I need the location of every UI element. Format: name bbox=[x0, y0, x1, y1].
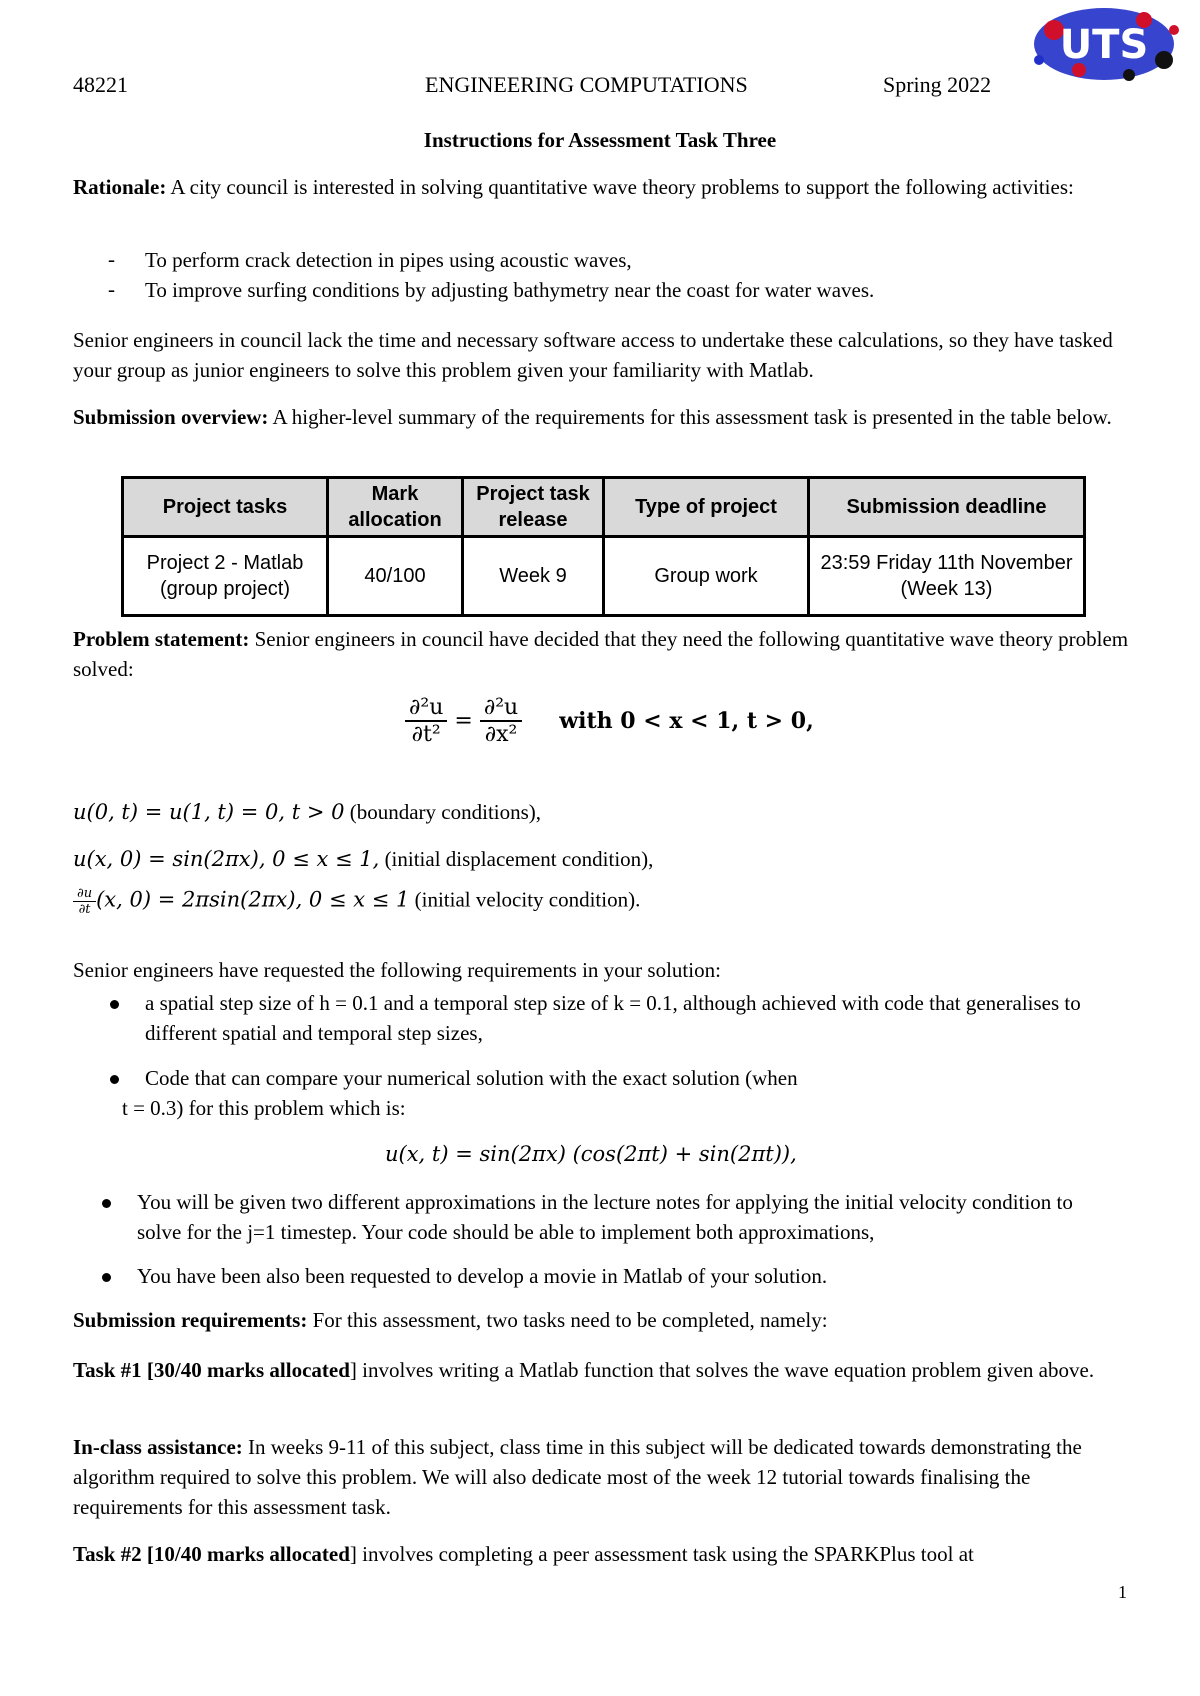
rationale-item: To perform crack detection in pipes using acoustic waves, bbox=[145, 248, 632, 272]
table-header: Project task release bbox=[463, 478, 604, 537]
table-header: Mark allocation bbox=[328, 478, 463, 537]
table-cell: 40/100 bbox=[328, 537, 463, 616]
senior-engineers-paragraph: Senior engineers in council lack the time and necessary software access to undertake these calculations, so they have tasked your group as junior engineers to solve this problem given your familiarity with Matlab. bbox=[73, 328, 1113, 382]
course-code: 48221 bbox=[73, 72, 128, 97]
problem-label: Problem statement: bbox=[73, 627, 250, 651]
table-header-row bbox=[123, 478, 1085, 537]
page-number: 1 bbox=[1118, 1582, 1127, 1602]
uts-logo bbox=[1024, 0, 1184, 90]
semester: Spring 2022 bbox=[883, 72, 992, 97]
requirement-step-sizes: a spatial step size of h = 0.1 and a temporal step size of k = 0.1, although achieved with code that generalises to different spatial and temporal step sizes, bbox=[145, 991, 1081, 1045]
boundary-conditions: u(0, t) = u(1, t) = 0, t > 0 (boundary conditions), bbox=[73, 800, 542, 824]
problem-text: Senior engineers in council have decided that they need the following quantitative wave theory problem solved: bbox=[73, 627, 1129, 681]
rationale-item: To improve surfing conditions by adjusting bathymetry near the coast for water waves. bbox=[145, 278, 875, 302]
project-summary-table bbox=[121, 476, 1086, 617]
requirement-approximations: You will be given two different approximations in the lecture notes for applying the initial velocity condition to solve for the j=1 timestep. Your code should be able to implement both approximations, bbox=[137, 1190, 1073, 1244]
task1-paragraph: Task #1 [30/40 marks allocated] involves writing a Matlab function that solves the wave equation problem given above. bbox=[73, 1358, 1095, 1382]
table-header: Type of project bbox=[604, 478, 809, 537]
wave-equation: $\frac{\text{∂²u}}{\text{∂t²}}$ = $\frac{\text{∂²u}}{\text{∂x²}}$ with 0 < x < 1, t > 0, bbox=[405, 695, 814, 747]
table-header: Submission deadline bbox=[809, 478, 1085, 537]
table-cell: Group work bbox=[604, 537, 809, 616]
logo-text: UTS bbox=[1059, 22, 1149, 68]
exact-solution: u(x, t) = sin(2πx) (cos(2πt) + sin(2πt)), bbox=[385, 1142, 797, 1166]
document-page: 48221 ENGINEERING COMPUTATIONS Spring 2022 UTS Instructions for Assessment Task Three Rationale: A city council is interested in solving quantitative wave theory problems to support the following activities: - To perform crack detection in pipes using acoustic waves, - To improve surfing conditions by adjusting bathymetry near the coast for water waves. Senior engineers in council lack the time and necessary software access to undertake these calculations, so they have tasked your group as junior engineers to solve this problem given your familiarity with Matlab. Submission overview: A higher-level summary of the requirements for this assessment task is presented in the table below. Project tasks Mark allocation Project task release Type of project Submission deadline Project 2 - Matlab (group project) 40/100 Week 9 Group work 23:59 Friday 11th November (Week 13) Problem statement: Senior engineers in council have decided that they need the following quantitative wave theory problem solved: $\frac{\text{∂²u}}{\text{∂t²}}$ = $\frac{\text{∂²u}}{\text{∂x²}}$ with 0 < x < 1, t > 0, u(0, t) = u(1, t) = 0, t > 0 (boundary conditions), u(x, 0) = sin(2πx), 0 ≤ x ≤ 1, (initial displacement condition), $\frac{\partial u}{\partial t}$ (x, 0) = 2πsin(2πx), 0 ≤ x ≤ 1 (initial velocity condition). Senior engineers have requested the following requirements in your solution: a spatial step size of h = 0.1 and a temporal step size of k = 0.1, although achieved with code that generalises to different spatial and temporal step sizes, Code that can compare your numerical solution with the exact solution (when t = 0.3) for this problem which is: u(x, t) = sin(2πx) (cos(2πt) + sin(2πt)), You will be given two different approximations in the lecture notes for applying the initial velocity condition to solve for the j=1 timestep. Your code should be able to implement both approximations, You have been also been requested to develop a movie in Matlab of your solution. Submission requirements: For this assessment, two tasks need to be completed, namely: Task #1 [30/40 marks allocated] involves writing a Matlab function that solves the wave equation problem given above. In-class assistance: In weeks 9-11 of this subject, class time in this subject will be dedicated towards demonstrating the algorithm required to solve this problem. We will also dedicate most of the week 12 tutorial towards finalising the requirements for this assessment task. Task #2 [10/40 marks allocated] involves completing a peer assessment task using the SPARKPlus tool at 1 bbox=[0, 0, 1200, 1696]
pde-lhs-den: ∂t² bbox=[411, 722, 441, 747]
pde-rhs-den: ∂x² bbox=[484, 722, 518, 747]
rationale-paragraph bbox=[73, 172, 1133, 202]
table-cell: Week 9 bbox=[463, 537, 604, 616]
document-title: Instructions for Assessment Task Three bbox=[423, 128, 777, 152]
requirement-compare-line2: t = 0.3) for this problem which is: bbox=[122, 1096, 406, 1120]
table-cell: 23:59 Friday 11th November (Week 13) bbox=[809, 537, 1085, 616]
requirement-movie: You have been also been requested to develop a movie in Matlab of your solution. bbox=[137, 1264, 828, 1288]
in-class-assistance-paragraph: In-class assistance: In weeks 9-11 of this subject, class time in this subject will be dedicated towards demonstrating the algorithm required to solve this problem. We will also dedicate most of the week 12 tutorial towards finalising the requirements for this assessment task. bbox=[73, 1435, 1082, 1519]
pde-lhs-num: ∂²u bbox=[405, 695, 447, 722]
task2-paragraph: Task #2 [10/40 marks allocated] involves completing a peer assessment task using the SPARKPlus tool at bbox=[73, 1542, 974, 1566]
requirement-compare-line1: Code that can compare your numerical solution with the exact solution (when bbox=[145, 1066, 798, 1090]
table-header: Project tasks bbox=[123, 478, 328, 537]
overview-text: A higher-level summary of the requirements for this assessment task is presented in the table below. bbox=[268, 405, 1112, 429]
submission-overview-paragraph bbox=[73, 402, 1133, 432]
requirements-intro: Senior engineers have requested the following requirements in your solution: bbox=[73, 958, 721, 982]
pde-rhs-num: ∂²u bbox=[480, 695, 522, 722]
rationale-label: Rationale: bbox=[73, 175, 167, 199]
overview-label: Submission overview: bbox=[73, 405, 269, 429]
initial-displacement-condition: u(x, 0) = sin(2πx), 0 ≤ x ≤ 1, (initial displacement condition), bbox=[73, 847, 654, 871]
table-cell: Project 2 - Matlab (group project) bbox=[123, 537, 328, 616]
initial-velocity-condition: $\frac{\partial u}{\partial t}$ (x, 0) = 2πsin(2πx), 0 ≤ x ≤ 1 (initial velocity condition). bbox=[73, 886, 640, 917]
table-row bbox=[123, 537, 1085, 616]
course-name: ENGINEERING COMPUTATIONS bbox=[425, 72, 748, 97]
rationale-text: A city council is interested in solving quantitative wave theory problems to support the following activities: bbox=[166, 175, 1074, 199]
problem-statement-paragraph bbox=[73, 624, 1133, 684]
pde-domain: with 0 < x < 1, t > 0, bbox=[559, 708, 814, 734]
submission-requirements: Submission requirements: For this assessment, two tasks need to be completed, namely: bbox=[73, 1308, 828, 1332]
